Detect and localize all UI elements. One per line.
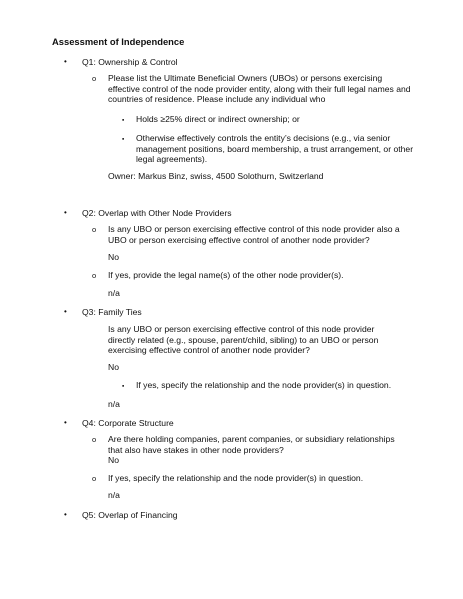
q3-ifyes-text: If yes, specify the relationship and the node provider(s) in question.: [136, 380, 392, 390]
page-title: Assessment of Independence: [52, 36, 185, 47]
q2-heading: Q2: Overlap with Other Node Providers: [82, 208, 232, 218]
bullet-q2: •: [64, 208, 67, 217]
bullet-q4: •: [64, 418, 67, 427]
q2-answer1: No: [108, 252, 119, 262]
q4-sub2-text: If yes, specify the relationship and the node provider(s) in question.: [108, 473, 364, 483]
bullet-q1-sub1: o: [92, 74, 97, 83]
bullet-q1-controls: ▪: [122, 136, 125, 143]
q3-answer1: No: [108, 362, 119, 372]
q3-answer2: n/a: [108, 399, 120, 409]
q1-sub1-text: Please list the Ultimate Beneficial Owners (UBOs) or persons exercising effective control of the node provider entity, along with their full legal names and countries of residence. Please include any individual who: [108, 73, 411, 105]
bullet-q4-sub2: o: [92, 474, 97, 483]
bullet-q3-ifyes: ▪: [122, 383, 125, 390]
q1-bullet-holds: Holds ≥25% direct or indirect ownership; or: [136, 114, 300, 124]
q3-heading: Q3: Family Ties: [82, 307, 142, 317]
q2-sub2-text: If yes, provide the legal name(s) of the other node provider(s).: [108, 270, 344, 280]
q1-answer: Owner: Markus Binz, swiss, 4500 Solothurn, Switzerland: [108, 171, 324, 181]
q1-bullet-controls: Otherwise effectively controls the entity’s decisions (e.g., via senior management positions, board membership, a trust arrangement, or other legal agreements).: [136, 133, 414, 165]
bullet-q2-sub2: o: [92, 271, 97, 280]
q4-answer1: No: [108, 455, 119, 465]
q4-sub1-text: Are there holding companies, parent companies, or subsidiary relationships that also have stakes in other node providers?: [108, 434, 395, 455]
q1-heading: Q1: Ownership & Control: [82, 57, 178, 67]
q3-sub1-text: Is any UBO or person exercising effective control of this node provider directly related (e.g., spouse, parent/child, sibling) to an UBO or person exercising effective control of another node provider?: [108, 324, 379, 356]
bullet-q1-holds: ▪: [122, 117, 125, 124]
bullet-q2-sub1: o: [92, 225, 97, 234]
q2-answer2: n/a: [108, 288, 120, 298]
q4-heading: Q4: Corporate Structure: [82, 418, 174, 428]
bullet-q1: •: [64, 57, 67, 66]
bullet-q5: •: [64, 510, 67, 519]
q4-answer2: n/a: [108, 490, 120, 500]
bullet-q4-sub1: o: [92, 435, 97, 444]
q5-heading: Q5: Overlap of Financing: [82, 510, 178, 520]
q2-sub1-text: Is any UBO or person exercising effective control of this node provider also a UBO or person exercising effective control of another node provider?: [108, 224, 400, 245]
bullet-q3: •: [64, 307, 67, 316]
